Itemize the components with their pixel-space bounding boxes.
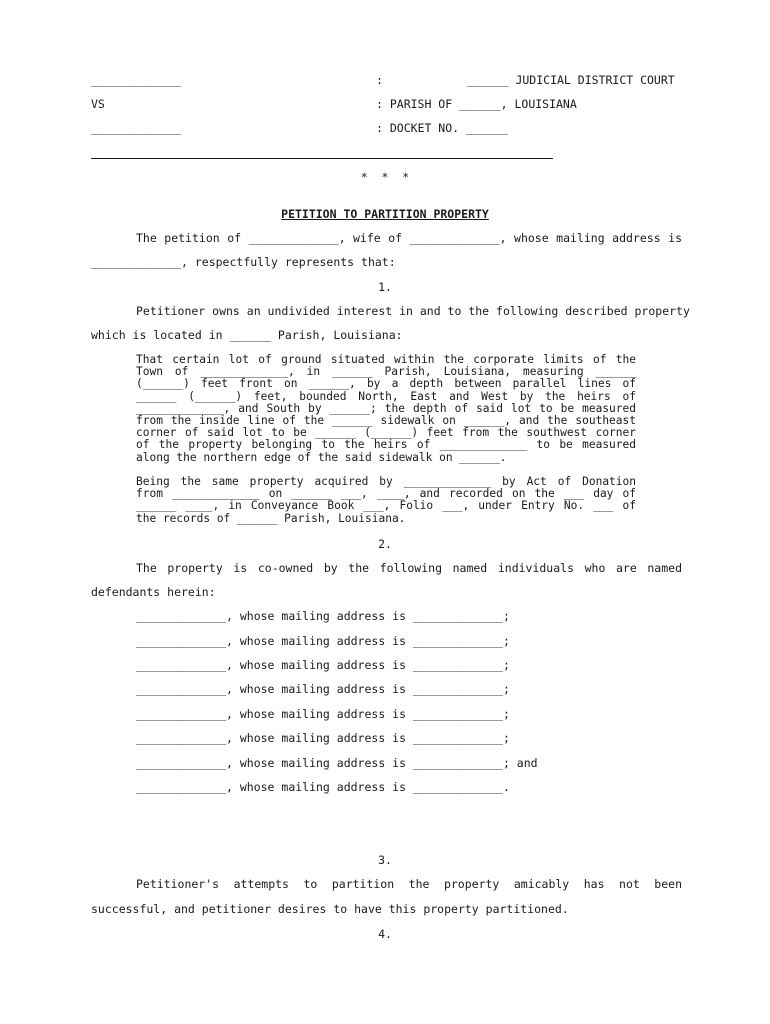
para1-line-1: Petitioner owns an undivided interest in and to the following described property	[136, 304, 690, 318]
acquisition-line: Being the same property acquired by _____________ by Act of Donation	[136, 476, 636, 488]
section-number-4: 4.	[378, 927, 392, 941]
legal-description-line: from the inside line of the ______ sidewalk on ______, and the southeast	[136, 414, 636, 427]
acquisition-line: from _____________ on ______ ___, ____, and recorded on the ___ day of	[136, 488, 636, 501]
docket-line: : DOCKET NO. ______	[376, 121, 508, 135]
court-name: ______ JUDICIAL DISTRICT COURT	[467, 73, 675, 87]
acquisition-description	[136, 476, 636, 525]
para3-line-2: successful, and petitioner desires to have this property partitioned.	[91, 902, 569, 916]
legal-description-line: corner of said lot to be ______ (______) feet from the southwest corner	[136, 427, 636, 440]
section-number-2: 2.	[378, 537, 392, 551]
acquisition-line: the records of ______ Parish, Louisiana.	[136, 512, 406, 525]
legal-description-line: of the property belonging to the heirs of _____________ to be measured	[136, 439, 636, 452]
para1-line-2: which is located in ______ Parish, Louisiana:	[91, 328, 403, 342]
caption-colon: :	[376, 73, 383, 87]
versus-label: VS	[91, 97, 105, 111]
intro-line-2: _____________, respectfully represents that:	[91, 255, 396, 269]
defendant-entry: _____________, whose mailing address is _____________;	[136, 609, 510, 623]
defendant-entry: _____________, whose mailing address is _____________;	[136, 707, 510, 721]
defendant-entry: _____________, whose mailing address is _____________.	[136, 780, 510, 794]
section-number-3: 3.	[378, 853, 392, 867]
legal-description-line: Town of _____________, in ______ Parish, Louisiana, measuring ______	[136, 366, 636, 379]
section-number-1: 1.	[378, 280, 392, 294]
legal-description-line: _____________, and South by ______; the depth of said lot to be measured	[136, 402, 636, 415]
party2-blank: _____________	[91, 121, 182, 135]
defendant-entry: _____________, whose mailing address is _____________; and	[136, 756, 538, 770]
legal-description-line: (______) feet front on ______, by a depth between parallel lines of	[136, 378, 636, 391]
defendant-entry: _____________, whose mailing address is _____________;	[136, 634, 510, 648]
legal-description-line: ______ (______) feet, bounded North, East and West by the heirs of	[136, 390, 636, 403]
party1-blank: _____________	[91, 73, 182, 87]
para2-line-1: The property is co-owned by the following named individuals who are named	[136, 561, 682, 575]
para3-line-1: Petitioner's attempts to partition the property amicably has not been	[136, 877, 682, 891]
acquisition-line: ______ ____, in Conveyance Book ___, Folio ___, under Entry No. ___ of	[136, 500, 636, 513]
document-title: PETITION TO PARTITION PROPERTY	[281, 207, 489, 221]
legal-description-line: along the northern edge of the said sidewalk on ______.	[136, 451, 507, 464]
intro-line-1: The petition of _____________, wife of _____________, whose mailing address is	[136, 231, 682, 245]
defendant-entry: _____________, whose mailing address is _____________;	[136, 658, 510, 672]
defendant-entry: _____________, whose mailing address is _____________;	[136, 682, 510, 696]
parish-line: : PARISH OF ______, LOUISIANA	[376, 97, 577, 111]
section-stars: * * *	[360, 170, 410, 184]
legal-description-line: That certain lot of ground situated within the corporate limits of the	[136, 354, 636, 366]
caption-divider	[91, 158, 553, 159]
para2-line-2: defendants herein:	[91, 585, 216, 599]
legal-description	[136, 354, 636, 464]
defendant-entry: _____________, whose mailing address is _____________;	[136, 731, 510, 745]
